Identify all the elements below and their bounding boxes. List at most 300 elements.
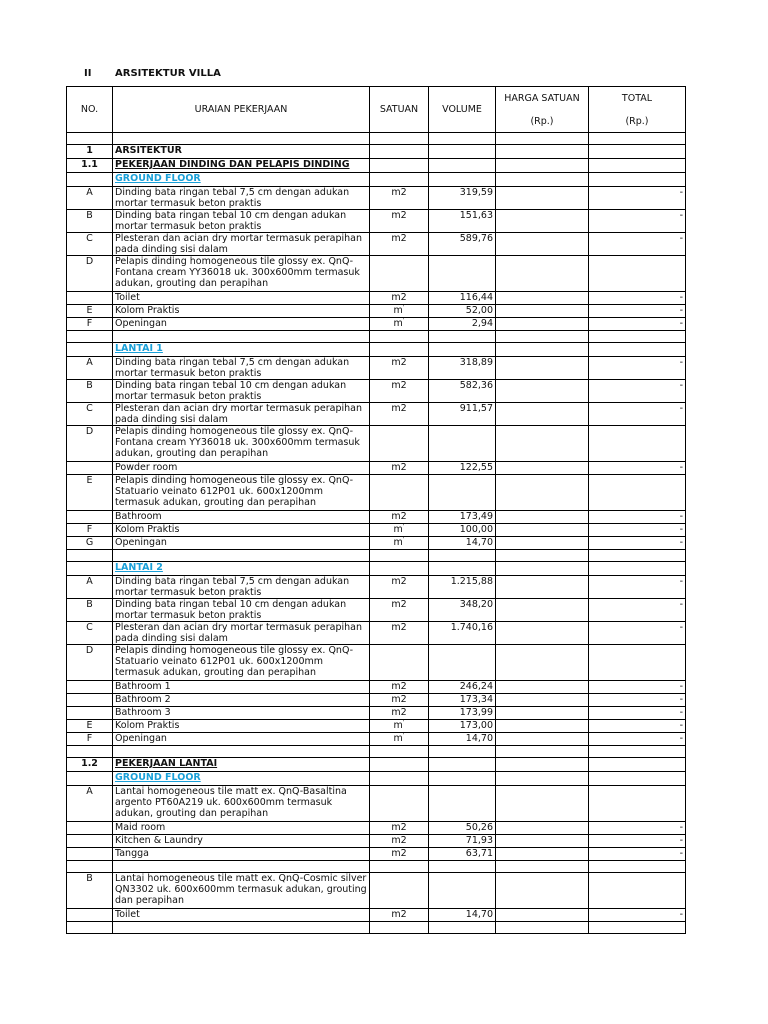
row-description-cell [113, 426, 370, 462]
row-total-cell [589, 475, 686, 511]
row-description-cell [113, 599, 370, 622]
row-unit-price-cell [496, 133, 589, 145]
row-unit-price-cell [496, 848, 589, 861]
row-unit-price-cell [496, 511, 589, 524]
row-description-cell [113, 576, 370, 599]
row-description-cell [113, 462, 370, 475]
row-total-cell: - [589, 233, 686, 256]
table-row [67, 758, 686, 772]
row-description: Dinding bata ringan tebal 10 cm dengan adukan mortar termasuk beton praktis [115, 210, 347, 232]
row-number-cell [67, 694, 113, 707]
row-description: Pelapis dinding homogeneous tile glossy ex. QnQ-Statuario veinato 612P01 uk. 600x1200mm termasuk adukan, grouting dan perapihan [115, 645, 354, 678]
row-number-cell: B [67, 210, 113, 233]
row-description: Tangga [115, 848, 149, 859]
row-unit-price-cell [496, 318, 589, 331]
row-description: ARSITEKTUR [115, 145, 182, 156]
row-unit-cell: m2 [370, 707, 429, 720]
row-total-cell: - [589, 292, 686, 305]
row-number-cell [67, 133, 113, 145]
row-volume-cell [429, 475, 496, 511]
row-description: Plesteran dan acian dry mortar termasuk perapihan pada dinding sisi dalam [115, 403, 362, 425]
row-volume-cell: 589,76 [429, 233, 496, 256]
table-row [67, 331, 686, 343]
row-total-cell [589, 145, 686, 159]
row-unit-cell: m' [370, 720, 429, 733]
row-unit-price-cell [496, 145, 589, 159]
table-row [67, 861, 686, 873]
row-number-cell [67, 848, 113, 861]
row-number-cell: F [67, 318, 113, 331]
row-unit-price-cell [496, 256, 589, 292]
row-unit-price-cell [496, 292, 589, 305]
row-total-cell: - [589, 909, 686, 922]
row-volume-cell [429, 550, 496, 562]
table-row [67, 357, 686, 380]
row-volume-cell: 173,49 [429, 511, 496, 524]
table-body [67, 133, 686, 934]
row-total-cell: - [589, 511, 686, 524]
row-total-cell [589, 746, 686, 758]
table-row [67, 733, 686, 746]
row-total-cell: - [589, 707, 686, 720]
row-total-cell [589, 562, 686, 576]
row-unit-price-cell [496, 681, 589, 694]
row-total-cell: - [589, 524, 686, 537]
col-header-total-label: TOTAL [621, 92, 653, 104]
table-row [67, 822, 686, 835]
row-description: Openingan [115, 537, 167, 548]
row-description-cell [113, 822, 370, 835]
row-unit-cell: m2 [370, 576, 429, 599]
row-volume-cell: 348,20 [429, 599, 496, 622]
row-volume-cell [429, 861, 496, 873]
row-description-cell [113, 746, 370, 758]
row-unit-cell [370, 159, 429, 173]
row-number-cell [67, 462, 113, 475]
row-volume-cell: 50,26 [429, 822, 496, 835]
row-total-cell [589, 758, 686, 772]
row-description-cell [113, 786, 370, 822]
row-description-cell [113, 292, 370, 305]
row-description: Pelapis dinding homogeneous tile glossy ex. QnQ-Statuario veinato 612P01 uk. 600x1200mm termasuk adukan, grouting dan perapihan [115, 475, 354, 508]
row-total-cell: - [589, 318, 686, 331]
row-total-cell [589, 426, 686, 462]
row-number-cell: G [67, 537, 113, 550]
row-number-cell [67, 861, 113, 873]
row-volume-cell [429, 746, 496, 758]
row-volume-cell: 911,57 [429, 403, 496, 426]
row-total-cell: - [589, 835, 686, 848]
row-unit-cell: m' [370, 733, 429, 746]
row-unit-cell: m2 [370, 380, 429, 403]
row-unit-cell: m' [370, 537, 429, 550]
row-unit-cell [370, 746, 429, 758]
row-description: Lantai homogeneous tile matt ex. QnQ-Cosmic silver QN3302 uk. 600x600mm termasuk adukan, grouting dan perapihan [115, 873, 367, 906]
row-unit-cell: m2 [370, 909, 429, 922]
row-description-cell [113, 720, 370, 733]
row-total-cell [589, 331, 686, 343]
table-row [67, 145, 686, 159]
table-row [67, 403, 686, 426]
row-description-cell [113, 537, 370, 550]
row-description-cell [113, 562, 370, 576]
row-volume-cell: 122,55 [429, 462, 496, 475]
row-number-cell [67, 681, 113, 694]
row-total-cell: - [589, 305, 686, 318]
col-header-no: NO. [67, 87, 113, 133]
table-row [67, 173, 686, 187]
row-volume-cell [429, 256, 496, 292]
row-unit-price-cell [496, 733, 589, 746]
row-unit-price-cell [496, 475, 589, 511]
table-row [67, 524, 686, 537]
row-description: Dinding bata ringan tebal 10 cm dengan adukan mortar termasuk beton praktis [115, 599, 347, 621]
row-unit-cell [370, 922, 429, 934]
row-description: Plesteran dan acian dry mortar termasuk perapihan pada dinding sisi dalam [115, 622, 362, 644]
table-row [67, 343, 686, 357]
table-row [67, 786, 686, 822]
row-volume-cell: 100,00 [429, 524, 496, 537]
table-row [67, 873, 686, 909]
row-description: LANTAI 1 [115, 343, 163, 354]
row-unit-cell: m2 [370, 599, 429, 622]
row-description: Toilet [115, 292, 140, 303]
row-number-cell: B [67, 599, 113, 622]
row-number-cell: C [67, 233, 113, 256]
row-description: PEKERJAAN LANTAI [115, 758, 218, 769]
row-unit-cell [370, 786, 429, 822]
row-number-cell: D [67, 645, 113, 681]
row-unit-price-cell [496, 357, 589, 380]
row-volume-cell: 116,44 [429, 292, 496, 305]
row-unit-price-cell [496, 746, 589, 758]
row-unit-price-cell [496, 380, 589, 403]
col-header-harga-label: HARGA SATUAN [504, 92, 580, 104]
row-volume-cell: 63,71 [429, 848, 496, 861]
row-unit-price-cell [496, 861, 589, 873]
row-description: Dinding bata ringan tebal 7,5 cm dengan adukan mortar termasuk beton praktis [115, 357, 350, 379]
row-volume-cell: 318,89 [429, 357, 496, 380]
row-volume-cell: 173,99 [429, 707, 496, 720]
row-description: GROUND FLOOR [115, 772, 201, 783]
row-unit-cell: m2 [370, 694, 429, 707]
row-description-cell [113, 159, 370, 173]
row-total-cell [589, 133, 686, 145]
row-description: Toilet [115, 909, 140, 920]
row-number-cell [67, 746, 113, 758]
row-total-cell [589, 772, 686, 786]
row-volume-cell [429, 562, 496, 576]
table-header [67, 87, 686, 133]
row-description-cell [113, 645, 370, 681]
row-total-cell: - [589, 681, 686, 694]
row-unit-cell [370, 331, 429, 343]
row-unit-cell: m' [370, 524, 429, 537]
row-total-cell [589, 173, 686, 187]
row-unit-cell: m2 [370, 622, 429, 645]
row-description-cell [113, 622, 370, 645]
row-unit-price-cell [496, 758, 589, 772]
row-number-cell: F [67, 524, 113, 537]
row-description: LANTAI 2 [115, 562, 163, 573]
row-volume-cell [429, 922, 496, 934]
table-row [67, 562, 686, 576]
row-number-cell [67, 922, 113, 934]
row-unit-price-cell [496, 550, 589, 562]
table-row [67, 622, 686, 645]
row-unit-price-cell [496, 187, 589, 210]
row-total-cell: - [589, 403, 686, 426]
row-number-cell: F [67, 733, 113, 746]
table-row [67, 909, 686, 922]
row-number-cell: A [67, 187, 113, 210]
table-row [67, 511, 686, 524]
row-unit-price-cell [496, 576, 589, 599]
row-total-cell: - [589, 380, 686, 403]
table-row [67, 187, 686, 210]
row-description-cell [113, 511, 370, 524]
row-number-cell [67, 707, 113, 720]
table-row [67, 746, 686, 758]
row-number-cell: E [67, 305, 113, 318]
row-description: Pelapis dinding homogeneous tile glossy ex. QnQ-Fontana cream YY36018 uk. 300x600mm termasuk adukan, grouting dan perapihan [115, 256, 360, 289]
row-total-cell [589, 343, 686, 357]
row-description-cell [113, 758, 370, 772]
row-description: Dinding bata ringan tebal 7,5 cm dengan adukan mortar termasuk beton praktis [115, 576, 350, 598]
row-description: Dinding bata ringan tebal 10 cm dengan adukan mortar termasuk beton praktis [115, 380, 347, 402]
row-unit-price-cell [496, 343, 589, 357]
row-volume-cell [429, 145, 496, 159]
row-unit-cell: m2 [370, 462, 429, 475]
row-description-cell [113, 694, 370, 707]
row-description: GROUND FLOOR [115, 173, 201, 184]
row-description-cell [113, 145, 370, 159]
row-unit-price-cell [496, 786, 589, 822]
row-description-cell [113, 403, 370, 426]
table-row [67, 305, 686, 318]
row-unit-cell [370, 426, 429, 462]
row-total-cell: - [589, 599, 686, 622]
col-header-total-unit: (Rp.) [625, 115, 649, 127]
row-unit-cell: m' [370, 318, 429, 331]
row-unit-cell: m2 [370, 357, 429, 380]
table-row [67, 681, 686, 694]
row-unit-cell [370, 758, 429, 772]
row-description-cell [113, 681, 370, 694]
row-number-cell [67, 822, 113, 835]
row-volume-cell [429, 758, 496, 772]
row-unit-cell: m2 [370, 511, 429, 524]
row-number-cell [67, 331, 113, 343]
row-number-cell [67, 343, 113, 357]
row-unit-price-cell [496, 822, 589, 835]
row-description-cell [113, 305, 370, 318]
row-unit-cell [370, 343, 429, 357]
row-description-cell [113, 256, 370, 292]
row-unit-price-cell [496, 707, 589, 720]
row-number-cell: A [67, 786, 113, 822]
table-row [67, 576, 686, 599]
row-unit-price-cell [496, 403, 589, 426]
col-header-harga [496, 87, 589, 133]
row-number-cell [67, 909, 113, 922]
col-header-uraian: URAIAN PEKERJAAN [113, 87, 370, 133]
table-row [67, 772, 686, 786]
row-volume-cell: 14,70 [429, 909, 496, 922]
row-description: Bathroom 1 [115, 681, 171, 692]
row-description-cell [113, 233, 370, 256]
row-total-cell [589, 256, 686, 292]
row-unit-price-cell [496, 694, 589, 707]
row-volume-cell: 173,00 [429, 720, 496, 733]
row-description-cell [113, 187, 370, 210]
row-description: Openingan [115, 318, 167, 329]
row-description-cell [113, 380, 370, 403]
table-row [67, 159, 686, 173]
col-header-satuan: SATUAN [370, 87, 429, 133]
row-number-cell: B [67, 873, 113, 909]
row-unit-cell: m2 [370, 822, 429, 835]
row-volume-cell: 319,59 [429, 187, 496, 210]
row-unit-price-cell [496, 720, 589, 733]
row-unit-cell: m2 [370, 848, 429, 861]
row-description: Kitchen & Laundry [115, 835, 203, 846]
row-volume-cell [429, 331, 496, 343]
row-total-cell: - [589, 694, 686, 707]
table-row [67, 550, 686, 562]
row-volume-cell: 1.740,16 [429, 622, 496, 645]
row-description-cell [113, 524, 370, 537]
table-row [67, 210, 686, 233]
row-description-cell [113, 550, 370, 562]
row-unit-cell: m2 [370, 681, 429, 694]
row-volume-cell [429, 343, 496, 357]
row-description-cell [113, 922, 370, 934]
row-description-cell [113, 835, 370, 848]
row-description: Bathroom 3 [115, 707, 171, 718]
row-description-cell [113, 707, 370, 720]
row-unit-price-cell [496, 537, 589, 550]
row-description: Kolom Praktis [115, 720, 180, 731]
row-description: Pelapis dinding homogeneous tile glossy ex. QnQ-Fontana cream YY36018 uk. 300x600mm termasuk adukan, grouting dan perapihan [115, 426, 360, 459]
table-row [67, 645, 686, 681]
col-header-volume: VOLUME [429, 87, 496, 133]
table-row [67, 694, 686, 707]
row-volume-cell [429, 645, 496, 681]
row-total-cell: - [589, 720, 686, 733]
row-total-cell: - [589, 537, 686, 550]
row-description: PEKERJAAN DINDING DAN PELAPIS DINDING [115, 159, 350, 170]
row-number-cell: C [67, 403, 113, 426]
row-description-cell [113, 343, 370, 357]
table-row [67, 233, 686, 256]
row-description-cell [113, 133, 370, 145]
row-description: Kolom Praktis [115, 524, 180, 535]
row-description: Powder room [115, 462, 178, 473]
table-row [67, 318, 686, 331]
row-description: Lantai homogeneous tile matt ex. QnQ-Basaltina argento PT60A219 uk. 600x600mm termasuk adukan, grouting dan perapihan [115, 786, 347, 819]
table-row [67, 426, 686, 462]
row-volume-cell: 246,24 [429, 681, 496, 694]
row-unit-cell [370, 145, 429, 159]
row-volume-cell: 2,94 [429, 318, 496, 331]
row-unit-cell [370, 861, 429, 873]
row-total-cell: - [589, 187, 686, 210]
table-row [67, 720, 686, 733]
row-total-cell: - [589, 576, 686, 599]
row-number-cell [67, 562, 113, 576]
row-number-cell: 1 [67, 145, 113, 159]
table-row [67, 537, 686, 550]
row-unit-price-cell [496, 622, 589, 645]
row-total-cell [589, 550, 686, 562]
row-unit-cell [370, 550, 429, 562]
row-total-cell [589, 786, 686, 822]
row-volume-cell: 151,63 [429, 210, 496, 233]
row-volume-cell: 14,70 [429, 733, 496, 746]
col-header-total [589, 87, 686, 133]
row-volume-cell: 14,70 [429, 537, 496, 550]
table-row [67, 922, 686, 934]
row-total-cell: - [589, 622, 686, 645]
row-total-cell [589, 861, 686, 873]
row-total-cell: - [589, 210, 686, 233]
row-description-cell [113, 873, 370, 909]
row-unit-price-cell [496, 305, 589, 318]
row-number-cell: B [67, 380, 113, 403]
table-row [67, 848, 686, 861]
row-volume-cell [429, 786, 496, 822]
row-total-cell: - [589, 733, 686, 746]
row-number-cell: 1.2 [67, 758, 113, 772]
row-unit-price-cell [496, 599, 589, 622]
row-number-cell: A [67, 357, 113, 380]
row-total-cell: - [589, 848, 686, 861]
row-total-cell: - [589, 462, 686, 475]
row-unit-price-cell [496, 835, 589, 848]
row-unit-price-cell [496, 159, 589, 173]
row-number-cell [67, 511, 113, 524]
row-volume-cell: 582,36 [429, 380, 496, 403]
row-unit-price-cell [496, 645, 589, 681]
row-unit-price-cell [496, 331, 589, 343]
row-description: Openingan [115, 733, 167, 744]
col-header-harga-unit: (Rp.) [530, 115, 554, 127]
row-unit-price-cell [496, 210, 589, 233]
table-row [67, 380, 686, 403]
section-number: II [84, 68, 92, 79]
row-description-cell [113, 861, 370, 873]
row-unit-cell: m2 [370, 210, 429, 233]
row-unit-cell [370, 256, 429, 292]
row-unit-price-cell [496, 462, 589, 475]
row-number-cell [67, 173, 113, 187]
row-volume-cell [429, 772, 496, 786]
table-row [67, 599, 686, 622]
row-total-cell [589, 922, 686, 934]
row-description-cell [113, 475, 370, 511]
section-heading [0, 68, 768, 82]
row-volume-cell: 71,93 [429, 835, 496, 848]
row-unit-price-cell [496, 173, 589, 187]
row-unit-price-cell [496, 922, 589, 934]
row-unit-price-cell [496, 524, 589, 537]
boq-table [66, 86, 686, 934]
table-row [67, 292, 686, 305]
row-total-cell: - [589, 822, 686, 835]
row-description-cell [113, 331, 370, 343]
row-unit-cell [370, 133, 429, 145]
